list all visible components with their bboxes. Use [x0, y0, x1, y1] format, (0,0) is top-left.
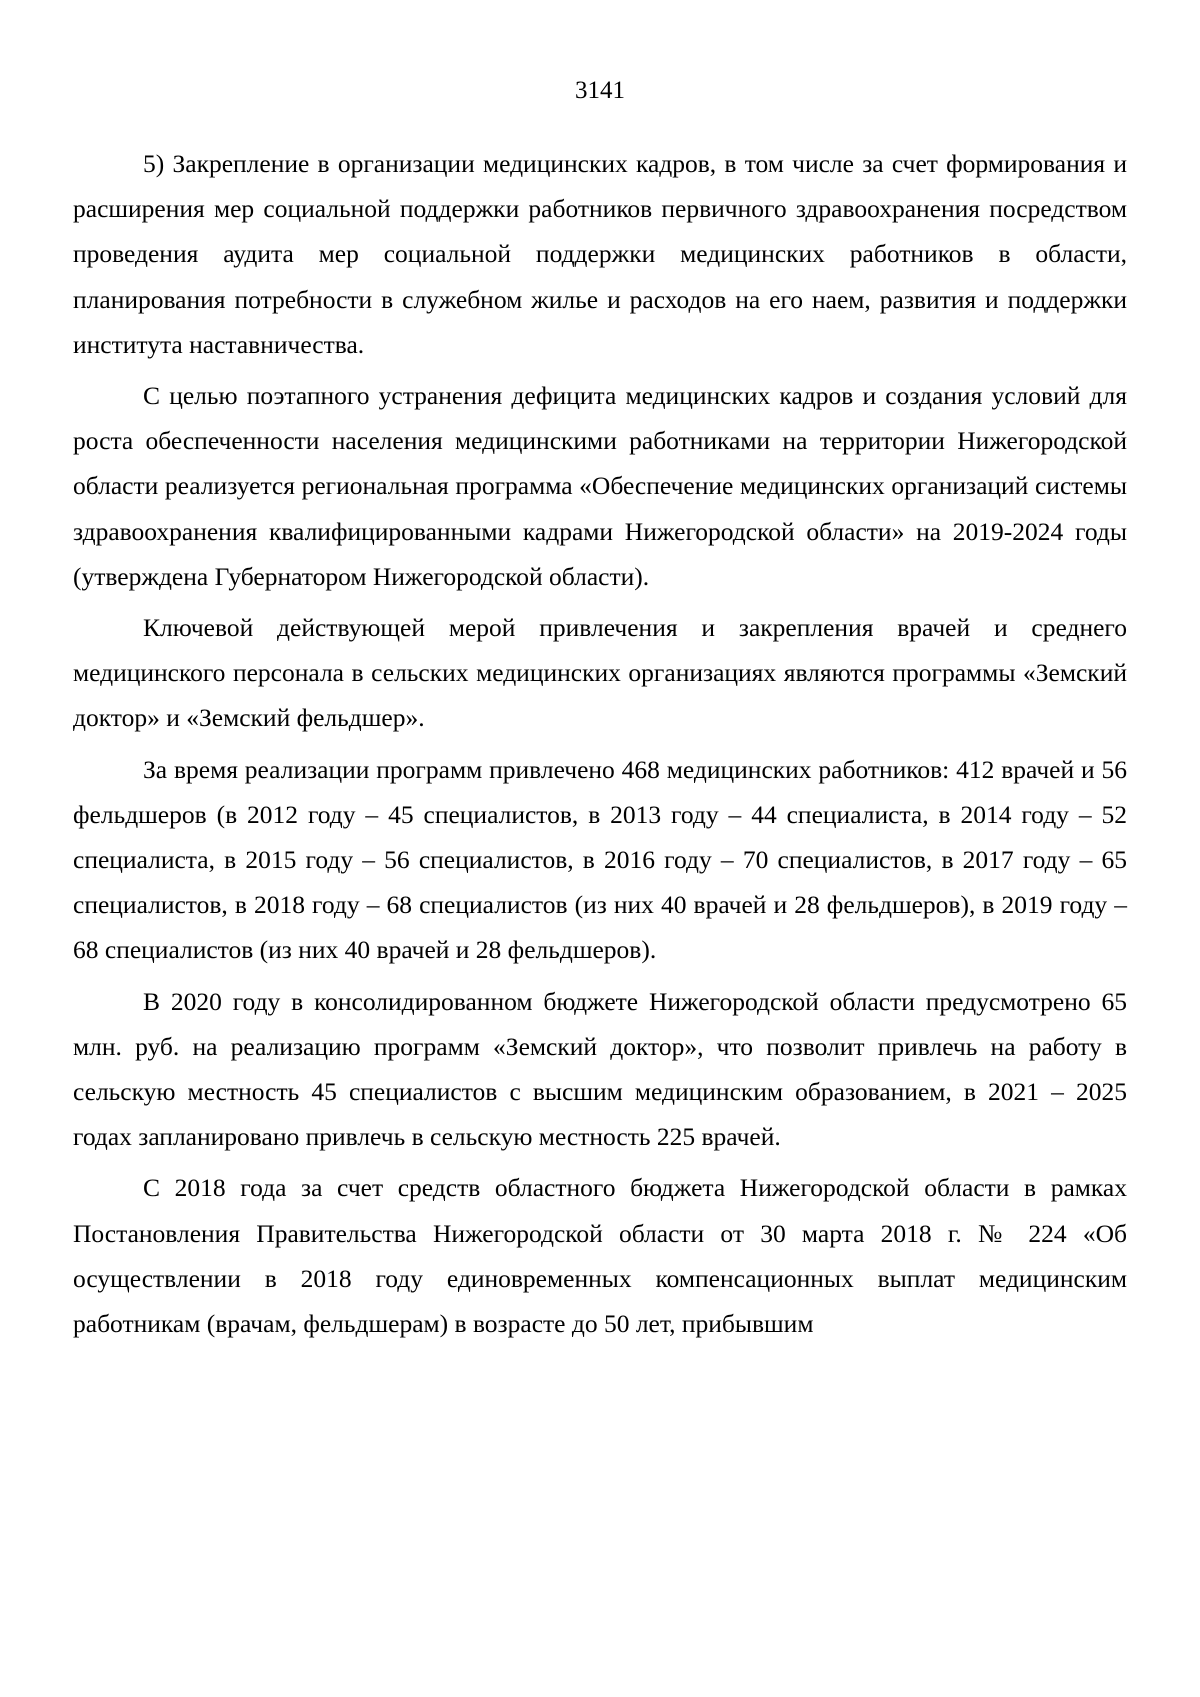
page-number: 3141	[575, 77, 625, 104]
paragraph-resolution-224: С 2018 года за счет средств областного бюджета Нижегородской области в рамках Постановления Правительства Нижегородской области от 30 марта 2018 г. № 224 «Об осуществлении в 2018 году единовременных компенсационных выплат медицинским работникам (врачам, фельдшерам) в возрасте до 50 лет, прибывшим	[73, 1173, 1127, 1339]
document-body	[73, 141, 1127, 1352]
paragraph-staff-retention: 5) Закрепление в организации медицинских кадров, в том числе за счет формирования и расширения мер социальной поддержки работников первичного здравоохранения посредством проведения аудита мер социальной поддержки медицинских работников в области, планирования потребности в служебном жилье и расходов на его наем, развития и поддержки института наставничества.	[73, 149, 1127, 359]
paragraph-program-results: За время реализации программ привлечено 468 медицинских работников: 412 врачей и 56 фельдшеров (в 2012 году – 45 специалистов, в 2013 году – 44 специалиста, в 2014 году – 52 специалиста, в 2015 году – 56 специалистов, в 2016 году – 70 специалистов, в 2017 году – 65 специалистов, в 2018 году – 68 специалистов (из них 40 врачей и 28 фельдшеров), в 2019 году – 68 специалистов (из них 40 врачей и 28 фельдшеров).	[73, 754, 1127, 965]
paragraph-regional-program: С целью поэтапного устранения дефицита медицинских кадров и создания условий для роста обеспеченности населения медицинскими работниками на территории Нижегородской области реализуется региональная программа «Обеспечение медицинских организаций системы здравоохранения квалифицированными кадрами Нижегородской области» на 2019-2024 годы (утверждена Губернатором Нижегородской области).	[73, 381, 1127, 591]
paragraph-budget-2020: В 2020 году в консолидированном бюджете Нижегородской области предусмотрено 65 млн. руб. на реализацию программ «Земский доктор», что позволит привлечь на работу в сельскую местность 45 специалистов с высшим медицинским образованием, в 2021 – 2025 годах запланировано привлечь в сельскую местность 225 врачей.	[73, 986, 1127, 1152]
paragraph-key-measure: Ключевой действующей мерой привлечения и закрепления врачей и среднего медицинского персонала в сельских медицинских организациях являются программы «Земский доктор» и «Земский фельдшер».	[73, 613, 1127, 733]
